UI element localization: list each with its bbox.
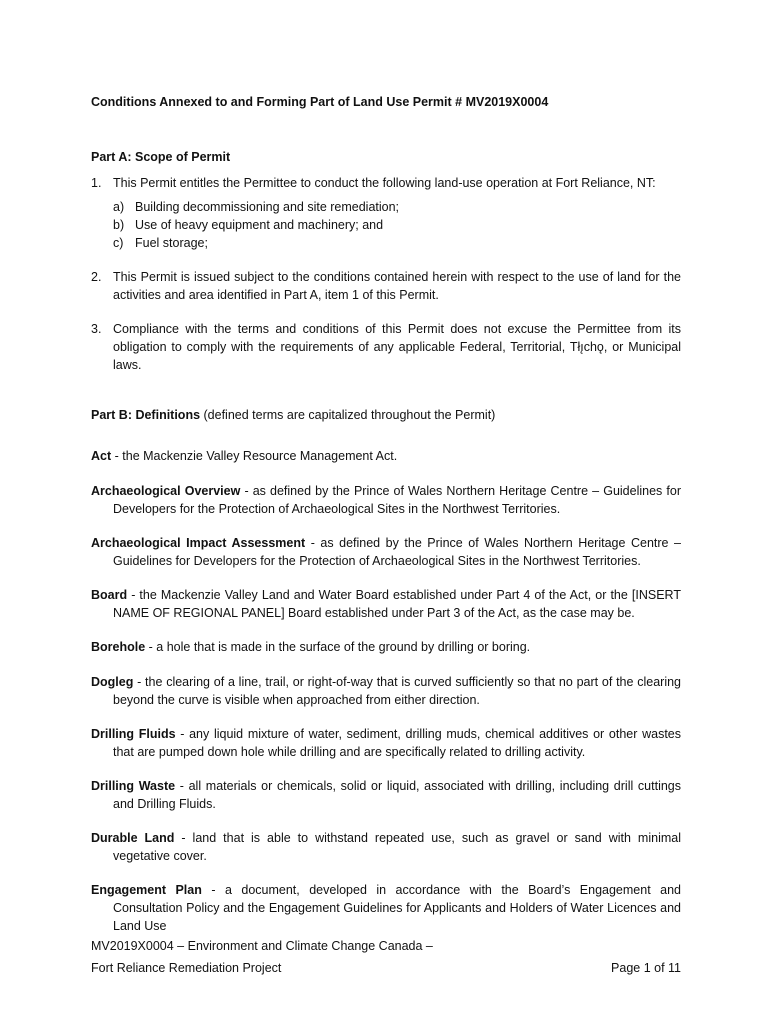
definition-text: - land that is able to withstand repeated use, such as gravel or sand with minimal vegetative cover. bbox=[113, 831, 681, 863]
definition-term: Durable Land bbox=[91, 831, 175, 845]
definition-dogleg bbox=[91, 673, 681, 709]
item-text: This Permit is issued subject to the conditions contained herein with respect to the use of land for the activities and area identified in Part A, item 1 of this Permit. bbox=[113, 270, 681, 302]
definition-text: - as defined by the Prince of Wales Northern Heritage Centre – Guidelines for Developers for the Protection of Archaeological Sites in the Northwest Territories. bbox=[113, 536, 681, 568]
definition-term: Drilling Waste bbox=[91, 779, 176, 793]
definition-term: Archaeological Overview bbox=[91, 484, 241, 498]
item-text: Compliance with the terms and conditions of this Permit does not excuse the Permittee from its obligation to comply with the requirements of any applicable Federal, Territorial, Tłı̨chǫ, or Municipal laws. bbox=[113, 322, 681, 372]
definition-text: - as defined by the Prince of Wales Northern Heritage Centre – Guidelines for Developers for the Protection of Archaeological Sites in the Northwest Territories. bbox=[113, 484, 681, 516]
page-number: Page 1 of 11 bbox=[611, 961, 681, 975]
definition-term: Act bbox=[91, 449, 112, 463]
definition-act bbox=[91, 447, 681, 465]
subitem-letter: c) bbox=[113, 236, 124, 250]
definition-durable-land bbox=[91, 829, 681, 865]
definition-term: Dogleg bbox=[91, 675, 134, 689]
definition-text: - any liquid mixture of water, sediment, drilling muds, chemical additives or other wastes that are pumped down hole while drilling and are specifically related to drilling activity. bbox=[113, 727, 681, 759]
definition-engagement-plan bbox=[91, 881, 681, 935]
subitem-text: Fuel storage; bbox=[135, 236, 208, 250]
part-a-heading bbox=[91, 150, 230, 164]
page-footer bbox=[91, 935, 681, 979]
definition-term: Archaeological Impact Assessment bbox=[91, 536, 306, 550]
part-a-subitem-b bbox=[113, 216, 383, 234]
definition-term: Borehole bbox=[91, 640, 146, 654]
definition-term: Board bbox=[91, 588, 128, 602]
part-b-heading-note: (defined terms are capitalized throughout the Permit) bbox=[200, 408, 496, 422]
part-a-heading-text: Part A: Scope of Permit bbox=[91, 150, 231, 164]
subitem-letter: a) bbox=[113, 200, 125, 214]
definition-text: - the Mackenzie Valley Land and Water Board established under Part 4 of the Act, or the [INSERT NAME OF REGIONAL PANEL] Board established under Part 3 of the Act, as the case may be. bbox=[113, 588, 681, 620]
definition-board bbox=[91, 586, 681, 622]
definition-archaeological-overview bbox=[91, 482, 681, 518]
footer-line-2: Fort Reliance Remediation Project bbox=[91, 961, 282, 975]
item-text: This Permit entitles the Permittee to conduct the following land-use operation at Fort Reliance, NT: bbox=[113, 176, 656, 190]
definition-text: - all materials or chemicals, solid or liquid, associated with drilling, including drill cuttings and Drilling Fluids. bbox=[113, 779, 682, 811]
part-b-heading bbox=[91, 408, 495, 422]
footer-line-1: MV2019X0004 – Environment and Climate Change Canada – bbox=[91, 939, 433, 953]
document-title: Conditions Annexed to and Forming Part of Land Use Permit # MV2019X0004 bbox=[91, 95, 549, 109]
definition-text: - a document, developed in accordance with the Board’s Engagement and Consultation Policy and the Engagement Guidelines for Applicants and Holders of Water Licences and Land Use bbox=[113, 883, 681, 933]
definition-term: Drilling Fluids bbox=[91, 727, 176, 741]
definition-text: - the Mackenzie Valley Resource Management Act. bbox=[111, 449, 398, 463]
definition-text: - a hole that is made in the surface of the ground by drilling or boring. bbox=[145, 640, 531, 654]
item-number: 1. bbox=[91, 176, 102, 190]
item-number: 3. bbox=[91, 322, 102, 336]
subitem-text: Use of heavy equipment and machinery; and bbox=[135, 218, 384, 232]
subitem-text: Building decommissioning and site remediation; bbox=[135, 200, 400, 214]
subitem-letter: b) bbox=[113, 218, 125, 232]
part-a-item-2 bbox=[91, 268, 681, 304]
definition-drilling-fluids bbox=[91, 725, 681, 761]
definition-drilling-waste bbox=[91, 777, 681, 813]
definition-text: - the clearing of a line, trail, or right-of-way that is curved sufficiently so that no part of the clearing beyond the curve is visible when approached from either direction. bbox=[113, 675, 681, 707]
definition-archaeological-impact-assessment bbox=[91, 534, 681, 570]
part-a-item-3 bbox=[91, 320, 681, 374]
definition-borehole bbox=[91, 638, 681, 656]
part-a-subitem-c bbox=[113, 234, 208, 252]
part-a-item-1 bbox=[91, 174, 681, 192]
part-a-subitem-a bbox=[113, 198, 399, 216]
document-page bbox=[91, 0, 681, 1024]
definition-term: Engagement Plan bbox=[91, 883, 202, 897]
part-b-heading-text: Part B: Definitions bbox=[91, 408, 201, 422]
item-number: 2. bbox=[91, 270, 102, 284]
